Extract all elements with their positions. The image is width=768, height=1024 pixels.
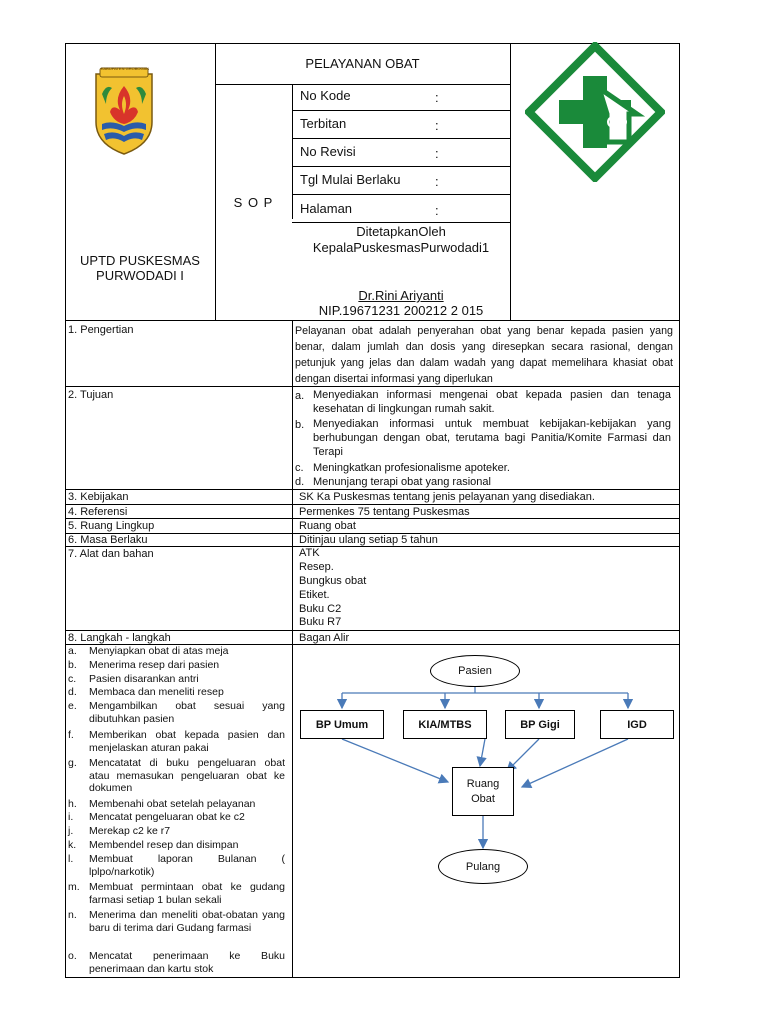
- flow-ruang-obat-line2: Obat: [471, 792, 495, 805]
- row-pengertian-text: Pelayanan obat adalah penyerahan obat yang benar kepada pasien yang benar, dalam jumlah dan dosis yang diresepkan secara rasional, dengan petunjuk yang jelas dan dalam wadah yang dapat memelihara khasiat obat dengan disertai informasi yang diperlukan: [295, 325, 673, 385]
- step-d-marker: d.: [68, 686, 77, 698]
- step-f: Memberikan obat kepada pasien dan menjelaskan aturan pakai: [89, 729, 285, 754]
- step-i: Mencatat pengeluaran obat ke c2: [89, 811, 245, 823]
- approval-name: Dr.Rini Ariyanti: [358, 288, 444, 303]
- tujuan-item-b-marker: b.: [295, 419, 305, 431]
- sop-label: S O P: [233, 195, 274, 210]
- flow-start-pasien: Pasien: [430, 655, 520, 687]
- row-masa-value: Ditinjau ulang setiap 5 tahun: [299, 534, 438, 546]
- alat-item: Bungkus obat: [299, 575, 367, 587]
- step-l-marker: l.: [68, 853, 74, 865]
- step-n-marker: n.: [68, 909, 77, 921]
- flow-ruang-obat: [452, 767, 514, 816]
- row-langkah-label: 8. Langkah - langkah: [68, 632, 171, 644]
- approval-line1: DitetapkanOleh: [356, 224, 446, 239]
- field-no-kode-sep: :: [435, 90, 439, 105]
- row-kebijakan-value: SK Ka Puskesmas tentang jenis pelayanan yang disediakan.: [299, 491, 595, 503]
- step-k: Membendel resep dan disimpan: [89, 839, 239, 851]
- step-c: Pasien disarankan antri: [89, 673, 199, 685]
- row-referensi-value: Permenkes 75 tentang Puskesmas: [299, 506, 470, 518]
- field-no-kode-label: No Kode: [300, 88, 351, 103]
- tujuan-item-d-marker: d.: [295, 476, 305, 488]
- step-o-marker: o.: [68, 950, 77, 962]
- step-o: Mencatat penerimaan ke Buku penerimaan dan kartu stok: [89, 950, 285, 975]
- step-i-marker: i.: [68, 811, 74, 823]
- field-halaman-sep: :: [435, 203, 439, 218]
- approval-nip: NIP.19671231 200212 2 015: [318, 303, 484, 318]
- step-m: Membuat permintaan obat ke gudang farmasi setiap 1 bulan sekali: [89, 881, 285, 906]
- step-d: Membaca dan meneliti resep: [89, 686, 224, 698]
- field-no-revisi-sep: :: [435, 146, 439, 161]
- step-b: Menerima resep dari pasien: [89, 659, 220, 671]
- step-l: Membuat laporan Bulanan ( lplpo/narkotik): [89, 853, 285, 878]
- approval-line2: KepalaPuskesmasPurwodadi1: [312, 240, 490, 255]
- step-m-marker: m.: [68, 881, 80, 893]
- row-alat-label: 7. Alat dan bahan: [68, 548, 154, 560]
- tujuan-item-c-marker: c.: [295, 462, 304, 474]
- step-h: Membenahi obat setelah pelayanan: [89, 798, 256, 810]
- step-b-marker: b.: [68, 659, 77, 671]
- step-a-marker: a.: [68, 645, 77, 657]
- row-langkah-value: Bagan Alir: [299, 632, 350, 644]
- document-title: PELAYANAN OBAT: [305, 56, 420, 71]
- flow-unit-bp-umum: BP Umum: [300, 710, 384, 739]
- flow-ruang-obat-line1: Ruang: [466, 777, 500, 790]
- alat-item: Etiket.: [299, 589, 330, 601]
- row-referensi-label: 4. Referensi: [68, 506, 128, 518]
- row-ruang-value: Ruang obat: [299, 520, 356, 532]
- alat-item: Buku R7: [299, 616, 342, 628]
- flow-end-pulang: Pulang: [438, 849, 528, 884]
- step-j-marker: j.: [68, 825, 74, 837]
- field-halaman-label: Halaman: [300, 201, 353, 216]
- tujuan-item-a: Menyediakan informasi mengenai obat kepada pasien dan tenaga kesehatan di lingkungan rumah sakit.: [313, 389, 671, 415]
- org-name-line2: PURWODADI I: [96, 268, 184, 283]
- row-pengertian-label: 1. Pengertian: [68, 324, 134, 336]
- step-k-marker: k.: [68, 839, 77, 851]
- row-masa-label: 6. Masa Berlaku: [68, 534, 148, 546]
- alat-item: ATK: [299, 547, 320, 559]
- step-f-marker: f.: [68, 729, 74, 741]
- tujuan-item-b: Menyediakan informasi untuk membuat kebijakan-kebijakan yang berhubungan dengan obat, terutama bagi Panitia/Komite Farmasi dan Terapi: [313, 418, 671, 458]
- flow-unit-igd: IGD: [600, 710, 674, 739]
- step-e-marker: e.: [68, 700, 77, 712]
- emblem-caption: KABUPATEN GROBOGAN: [100, 66, 150, 71]
- step-j: Merekap c2 ke r7: [89, 825, 171, 837]
- alat-item: Buku C2: [299, 603, 342, 615]
- tujuan-item-d: Menunjang terapi obat yang rasional: [313, 476, 491, 488]
- step-g-marker: g.: [68, 757, 77, 769]
- flow-unit-bp-gigi: BP Gigi: [505, 710, 575, 739]
- tujuan-item-a-marker: a.: [295, 390, 305, 402]
- flow-unit-kia-mtbs: KIA/MTBS: [403, 710, 487, 739]
- field-terbitan-label: Terbitan: [300, 116, 347, 131]
- field-tgl-mulai-sep: :: [435, 174, 439, 189]
- step-c-marker: c.: [68, 673, 77, 685]
- org-name-line1: UPTD PUSKESMAS: [80, 253, 200, 268]
- row-tujuan-label: 2. Tujuan: [68, 389, 114, 401]
- row-ruang-label: 5. Ruang Lingkup: [68, 520, 155, 532]
- field-terbitan-sep: :: [435, 118, 439, 133]
- step-e: Mengambilkan obat sesuai yang dibutuhkan pasien: [89, 700, 285, 725]
- step-h-marker: h.: [68, 798, 77, 810]
- field-no-revisi-label: No Revisi: [300, 144, 356, 159]
- step-g: Mencatatat di buku pengeluaran obat atau memasukan pengeluaran obat ke dokumen: [89, 757, 285, 794]
- alat-item: Resep.: [299, 561, 334, 573]
- field-tgl-mulai-label: Tgl Mulai Berlaku: [300, 172, 401, 187]
- step-n: Menerima dan meneliti obat-obatan yang baru di terima dari Gudang farmasi: [89, 909, 285, 934]
- step-a: Menyiapkan obat di atas meja: [89, 645, 229, 657]
- row-kebijakan-label: 3. Kebijakan: [68, 491, 129, 503]
- tujuan-item-c: Meningkatkan profesionalisme apoteker.: [313, 462, 510, 474]
